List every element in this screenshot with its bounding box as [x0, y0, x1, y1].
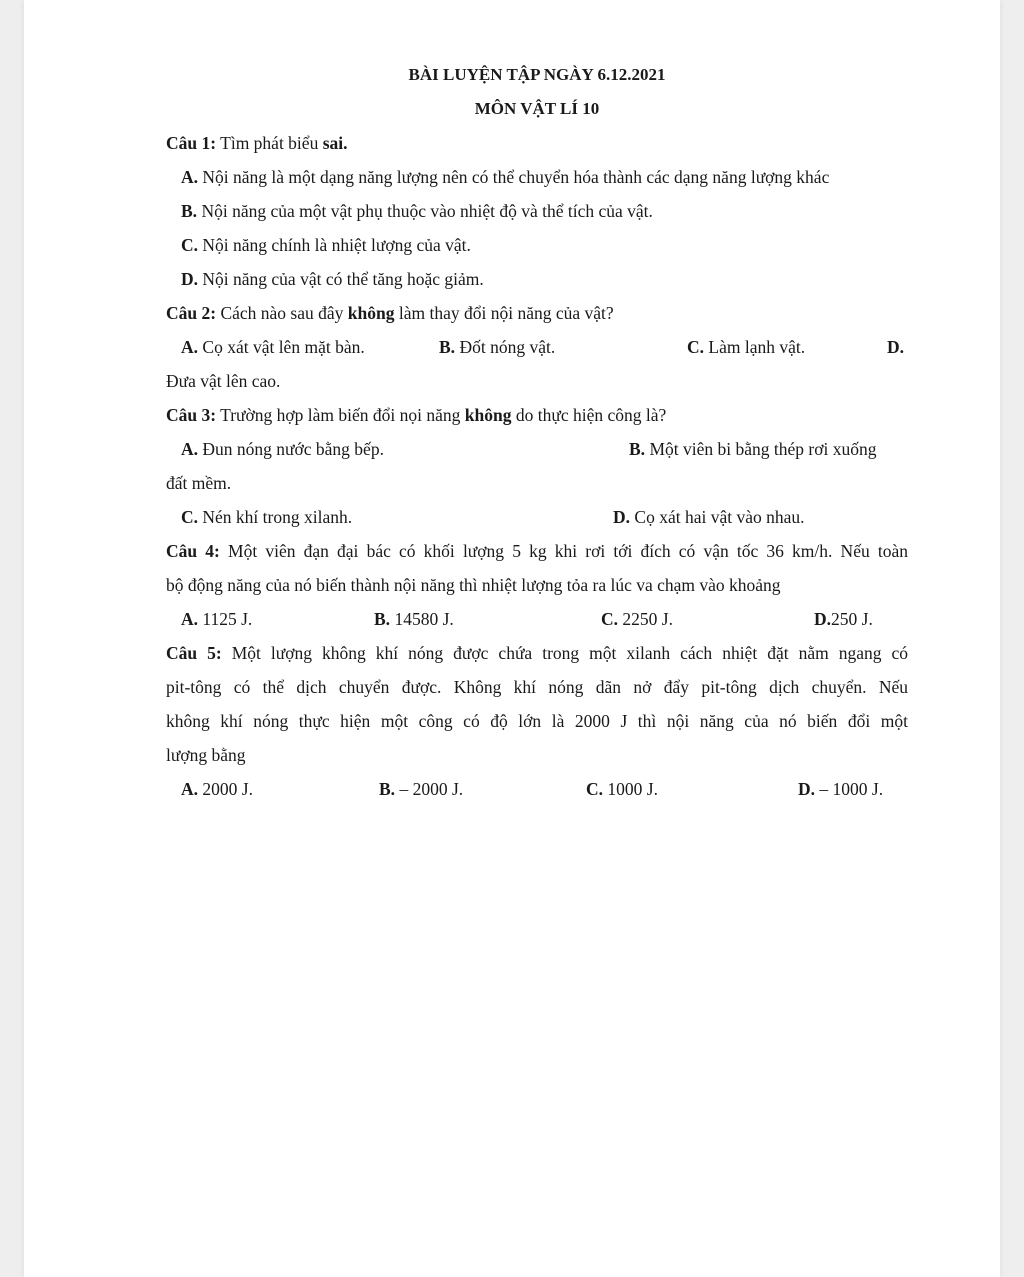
option-letter: C. [181, 507, 199, 527]
option-letter: A. [181, 439, 199, 459]
question-2-option-d-letter: D. [887, 337, 905, 357]
option-letter: A. [181, 779, 199, 799]
question-3-option-d [613, 500, 805, 534]
document-content [166, 58, 908, 806]
question-keyword: không [464, 405, 512, 425]
question-4-option-d [814, 602, 873, 636]
question-label: Câu 5: [166, 643, 222, 663]
question-3-option-b [629, 432, 876, 466]
question-text: Trường hợp làm biến đổi nọi năng [220, 405, 461, 425]
page-subtitle: MÔN VẬT LÍ 10 [474, 99, 600, 118]
option-letter: D. [798, 779, 816, 799]
question-2-stem [166, 296, 908, 330]
question-5-option-d [798, 772, 883, 806]
question-1-option-c [166, 228, 908, 262]
option-text: Nội năng của vật có thể tăng hoặc giảm. [202, 269, 484, 289]
option-text: 2250 J. [622, 609, 673, 629]
question-label: Câu 2: [166, 303, 217, 323]
option-letter: B. [379, 779, 396, 799]
question-1-stem [166, 126, 908, 160]
option-letter: A. [181, 167, 199, 187]
option-text: Nội năng của một vật phụ thuộc vào nhiệt độ và thể tích của vật. [201, 201, 653, 221]
question-2-option-d-text: Đưa vật lên cao. [166, 371, 281, 391]
question-text: làm thay đổi nội năng của vật? [398, 303, 614, 323]
question-1-option-d [166, 262, 908, 296]
question-4-stem-line-2: bộ động năng của nó biến thành nội năng thì nhiệt lượng tỏa ra lúc va chạm vào khoảng [166, 575, 781, 595]
question-4-option-b [374, 602, 601, 636]
question-4-option-a [181, 602, 374, 636]
question-5-option-b [379, 772, 586, 806]
question-3-options-row-1 [166, 432, 908, 466]
option-letter: D. [814, 609, 832, 629]
page-title: BÀI LUYỆN TẬP NGÀY 6.12.2021 [408, 65, 666, 84]
option-letter: D. [181, 269, 199, 289]
question-4-option-c [601, 602, 814, 636]
option-letter: A. [181, 337, 199, 357]
question-3-option-c [181, 500, 613, 534]
question-5-option-c [586, 772, 798, 806]
option-letter: C. [586, 779, 604, 799]
option-text: Nén khí trong xilanh. [202, 507, 353, 527]
option-letter: D. [613, 507, 631, 527]
question-5-stem-line-4: lượng bằng [166, 745, 246, 765]
question-3-option-b-continuation: đất mềm. [166, 473, 232, 493]
option-letter: B. [181, 201, 198, 221]
option-text: Cọ xát vật lên mặt bàn. [202, 337, 365, 357]
option-text: Một viên bi bằng thép rơi xuống [649, 439, 877, 459]
option-text: Nội năng là một dạng năng lượng nên có thể chuyển hóa thành các dạng năng lượng khác [202, 167, 830, 187]
question-2-option-a [181, 330, 439, 364]
option-text: 2000 J. [202, 779, 253, 799]
option-text: Cọ xát hai vật vào nhau. [634, 507, 805, 527]
option-letter: C. [601, 609, 619, 629]
question-text: Cách nào sau đây [220, 303, 344, 323]
question-text: Một lượng không khí nóng được chứa trong một xilanh cách nhiệt đặt nằm ngang có [231, 643, 909, 663]
option-text: Làm lạnh vật. [708, 337, 806, 357]
question-5-stem-line-1 [166, 636, 908, 670]
option-letter: C. [181, 235, 199, 255]
question-3-options-row-2 [166, 500, 908, 534]
question-keyword: không [347, 303, 395, 323]
question-3-stem [166, 398, 908, 432]
option-letter: B. [439, 337, 456, 357]
document-page [24, 0, 1000, 1277]
question-5-option-a [181, 772, 379, 806]
option-text: – 2000 J. [399, 779, 464, 799]
question-text: do thực hiện công là? [515, 405, 667, 425]
question-1-option-b [166, 194, 908, 228]
option-letter: B. [629, 439, 646, 459]
option-letter: A. [181, 609, 199, 629]
question-4-stem-line-1 [166, 534, 908, 568]
question-1-option-a [166, 160, 908, 194]
question-5-options-row [166, 772, 908, 806]
question-2-option-b [439, 330, 687, 364]
option-letter: B. [374, 609, 391, 629]
question-5-stem-line-2: pit-tông có thể dịch chuyển được. Không khí nóng dãn nở đẩy pit-tông dịch chuyển. Nếu [166, 677, 908, 697]
question-keyword: sai. [322, 133, 348, 153]
question-5-stem-line-3: không khí nóng thực hiện một công có độ lớn là 2000 J thì nội năng của nó biến đổi một [166, 711, 908, 731]
option-text: Đun nóng nước bằng bếp. [202, 439, 384, 459]
option-text: Đốt nóng vật. [459, 337, 556, 357]
question-label: Câu 1: [166, 133, 217, 153]
question-2-options-row [166, 330, 908, 364]
question-label: Câu 3: [166, 405, 217, 425]
question-2-option-c [687, 330, 887, 364]
option-letter: C. [687, 337, 705, 357]
option-text: 14580 J. [394, 609, 454, 629]
option-text: 1000 J. [607, 779, 658, 799]
question-label: Câu 4: [166, 541, 220, 561]
option-text: 1125 J. [202, 609, 253, 629]
option-text: Nội năng chính là nhiệt lượng của vật. [202, 235, 471, 255]
question-text: Tìm phát biểu [220, 133, 319, 153]
question-3-option-a [181, 432, 629, 466]
question-4-options-row [166, 602, 908, 636]
question-text: Một viên đạn đại bác có khối lượng 5 kg khi rơi tới đích có vận tốc 36 km/h. Nếu toàn [228, 541, 908, 561]
option-text: – 1000 J. [819, 779, 884, 799]
option-text: 250 J. [831, 609, 873, 629]
